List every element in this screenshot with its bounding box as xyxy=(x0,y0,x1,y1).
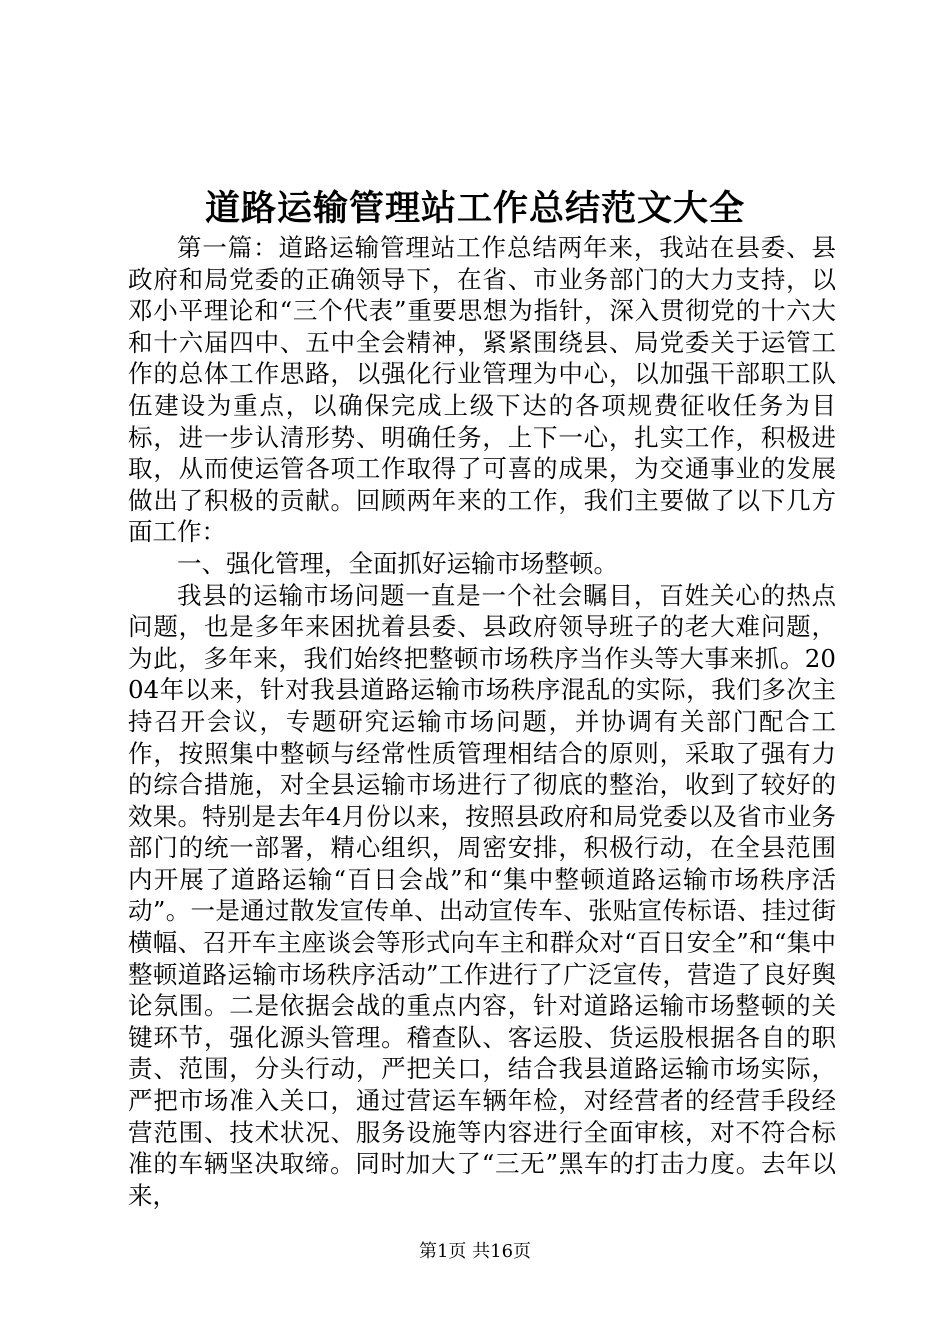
page-footer: 第1页 共16页 xyxy=(418,1241,532,1262)
document-title: 道路运输管理站工作总结范文大全 xyxy=(204,188,745,229)
paragraph-market-rectification: 我县的运输市场问题一直是一个社会瞩目，百姓关心的热点问题，也是多年来困扰着县委、县政府领导班子的老大难问题，为此，多年来，我们始终把整顿市场秩序当作头等大事来抓。2004年以来，针对我县道路运输市场秩序混乱的实际，我们多次主持召开会议，专题研究运输市场问题，并协调有关部门配合工作，按照集中整顿与经常性质管理相结合的原则，采取了强有力的综合措施，对全县运输市场进行了彻底的整治，收到了较好的效果。特别是去年4月份以来，按照县政府和局党委以及省市业务部门的统一部署，精心组织，周密安排，积极行动，在全县范围内开展了道路运输“百日会战”和“集中整顿道路运输市场秩序活动”。一是通过散发宣传单、出动宣传车、张贴宣传标语、挂过街横幅、召开车主座谈会等形式向车主和群众对“百日安全”和“集中整顿道路运输市场秩序活动”工作进行了广泛宣传，营造了良好舆论氛围。二是依据会战的重点内容，针对道路运输市场整顿的关键环节，强化源头管理。稽查队、客运股、货运股根据各自的职责、范围，分头行动，严把关口，结合我县道路运输市场实际，严把市场准入关口，通过营运车辆年检，对经营者的经营手段经营范围、技术状况、服务设施等内容进行全面审核，对不符合标准的车辆坚决取缔。同时加大了“三无”黑车的打击力度。去年以来， xyxy=(128,580,836,1210)
paragraph-section-heading: 一、强化管理，全面抓好运输市场整顿。 xyxy=(177,548,618,578)
paragraph-intro: 第一篇：道路运输管理站工作总结两年来，我站在县委、县政府和局党委的正确领导下，在省、市业务部门的大力支持，以邓小平理论和“三个代表”重要思想为指针，深入贯彻党的十六大和十六届四中、五中全会精神，紧紧围绕县、局党委关于运管工作的总体工作思路，以强化行业管理为中心，以加强干部职工队伍建设为重点，以确保完成上级下达的各项规费征收任务为目标，进一步认清形势、明确任务，上下一心，扎实工作，积极进取，从而使运管各项工作取得了可喜的成果，为交通事业的发展做出了积极的贡献。回顾两年来的工作，我们主要做了以下几方面工作： xyxy=(128,233,836,547)
document-body xyxy=(128,232,836,1211)
